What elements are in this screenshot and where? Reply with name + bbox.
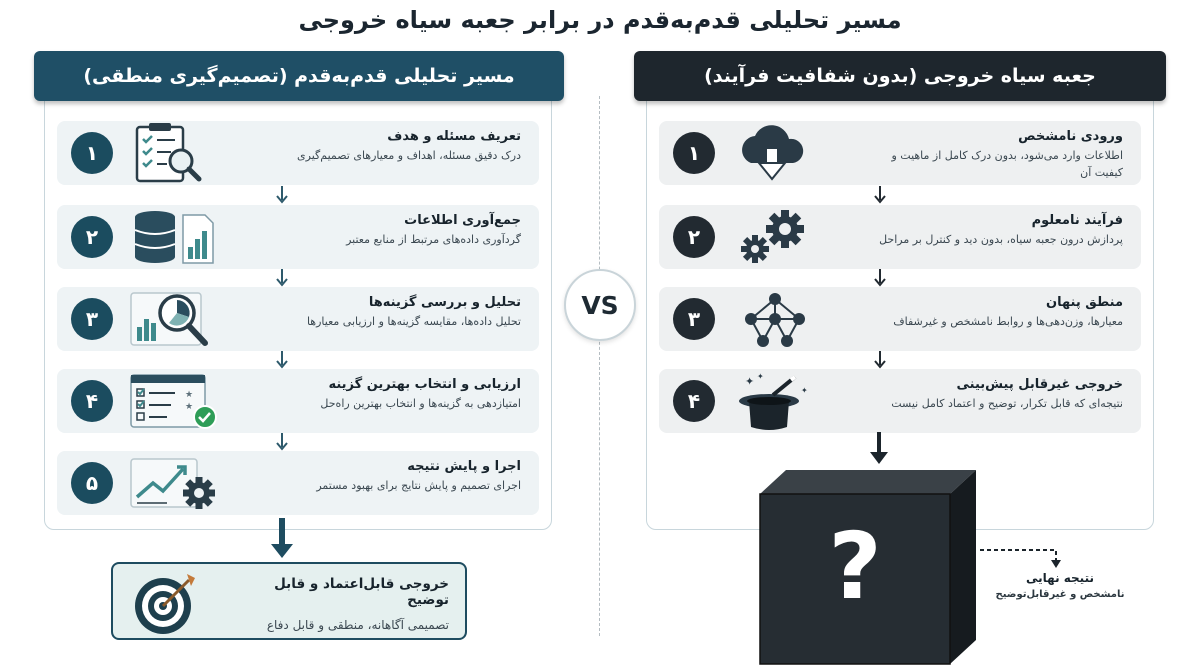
arrow-down-icon xyxy=(873,351,887,371)
arrow-down-icon xyxy=(270,518,294,560)
svg-text:★: ★ xyxy=(185,390,194,400)
cloud-download-icon xyxy=(729,123,821,183)
step-number: ۱ xyxy=(673,132,715,174)
step-title: تحلیل و بررسی گزینه‌ها xyxy=(368,295,521,310)
database-document-icon xyxy=(127,207,219,267)
magic-hat-icon xyxy=(729,371,821,431)
reliable-output-box xyxy=(111,562,467,640)
network-icon xyxy=(729,289,821,349)
trend-gear-icon xyxy=(127,453,219,513)
step-number: ۳ xyxy=(673,298,715,340)
step-title: خروجی غیرقابل پیش‌بینی xyxy=(956,377,1123,392)
target-icon xyxy=(131,570,199,636)
checklist-icon xyxy=(127,371,219,431)
step-title: منطق پنهان xyxy=(1045,295,1123,310)
step-title: اجرا و پایش نتیجه xyxy=(407,459,521,474)
step-description: امتیازدهی به گزینه‌ها و انتخاب بهترین راه‌حل xyxy=(320,397,521,410)
black-box-icon xyxy=(752,468,984,668)
final-result-label xyxy=(990,571,1130,600)
vs-badge: VS xyxy=(564,269,636,341)
right-step-2 xyxy=(659,205,1141,269)
step-description: تحلیل داده‌ها، مقایسه گزینه‌ها و ارزیابی معیارها xyxy=(306,315,521,328)
arrow-down-icon xyxy=(275,186,289,206)
step-description: گردآوری داده‌های مرتبط از منابع معتبر xyxy=(346,233,521,246)
arrow-down-icon xyxy=(873,186,887,206)
arrow-down-icon xyxy=(275,433,289,453)
step-title: جمع‌آوری اطلاعات xyxy=(404,213,521,228)
right-panel xyxy=(646,78,1154,530)
step-number: ۳ xyxy=(71,298,113,340)
step-title: ورودی نامشخص xyxy=(1018,129,1123,144)
left-banner: مسیر تحلیلی قدم‌به‌قدم (تصمیم‌گیری منطقی) xyxy=(34,51,564,101)
step-number: ۴ xyxy=(71,380,113,422)
step-description: درک دقیق مسئله، اهداف و معیارهای تصمیم‌گیری xyxy=(297,149,521,162)
svg-text:✦: ✦ xyxy=(745,375,755,388)
arrow-down-icon xyxy=(873,269,887,289)
step-number: ۵ xyxy=(71,462,113,504)
final-description: نامشخص و غیرقابل‌توضیح xyxy=(995,589,1125,600)
result-description: تصمیمی آگاهانه، منطقی و قابل دفاع xyxy=(266,618,449,632)
final-title: نتیجه نهایی xyxy=(1026,571,1094,585)
left-step-2 xyxy=(57,205,539,269)
arrow-down-icon xyxy=(869,432,889,466)
step-title: فرآیند نامعلوم xyxy=(1031,213,1123,228)
svg-text:✦: ✦ xyxy=(757,372,764,381)
step-description: اطلاعات وارد می‌شود، بدون درک کامل از ماهیت و کیفیت آن xyxy=(891,149,1123,179)
arrow-down-icon xyxy=(275,351,289,371)
right-step-3 xyxy=(659,287,1141,351)
step-number: ۲ xyxy=(71,216,113,258)
left-step-4 xyxy=(57,369,539,433)
step-description: معیارها، وزن‌دهی‌ها و روابط نامشخص و غیرشفاف xyxy=(893,315,1123,328)
left-step-5 xyxy=(57,451,539,515)
step-title: ارزیابی و انتخاب بهترین گزینه xyxy=(328,377,521,392)
left-step-3 xyxy=(57,287,539,351)
left-panel xyxy=(44,78,552,530)
clipboard-search-icon xyxy=(127,123,219,183)
magnifier-chart-icon xyxy=(127,289,219,349)
result-title: خروجی قابل‌اعتماد و قابل توضیح xyxy=(274,576,449,608)
center-divider xyxy=(599,96,600,636)
arrow-down-icon xyxy=(275,269,289,289)
step-description: نتیجه‌ای که قابل تکرار، توضیح و اعتماد کامل نیست xyxy=(891,397,1123,410)
question-mark: ? xyxy=(828,513,882,620)
right-banner: جعبه سیاه خروجی (بدون شفافیت فرآیند) xyxy=(634,51,1166,101)
step-title: تعریف مسئله و هدف xyxy=(387,129,521,144)
step-number: ۲ xyxy=(673,216,715,258)
gears-icon xyxy=(729,207,821,267)
step-description: اجرای تصمیم و پایش نتایج برای بهبود مستمر xyxy=(316,479,521,492)
step-number: ۴ xyxy=(673,380,715,422)
svg-text:★: ★ xyxy=(185,402,194,412)
right-step-4 xyxy=(659,369,1141,433)
step-description: پردازش درون جعبه سیاه، بدون دید و کنترل بر مراحل xyxy=(879,233,1123,246)
dashed-arrow-icon xyxy=(980,540,1070,570)
right-step-1 xyxy=(659,121,1141,185)
left-step-1 xyxy=(57,121,539,185)
main-title: مسیر تحلیلی قدم‌به‌قدم در برابر جعبه سیاه خروجی xyxy=(298,6,902,34)
svg-text:✦: ✦ xyxy=(801,386,808,395)
step-number: ۱ xyxy=(71,132,113,174)
